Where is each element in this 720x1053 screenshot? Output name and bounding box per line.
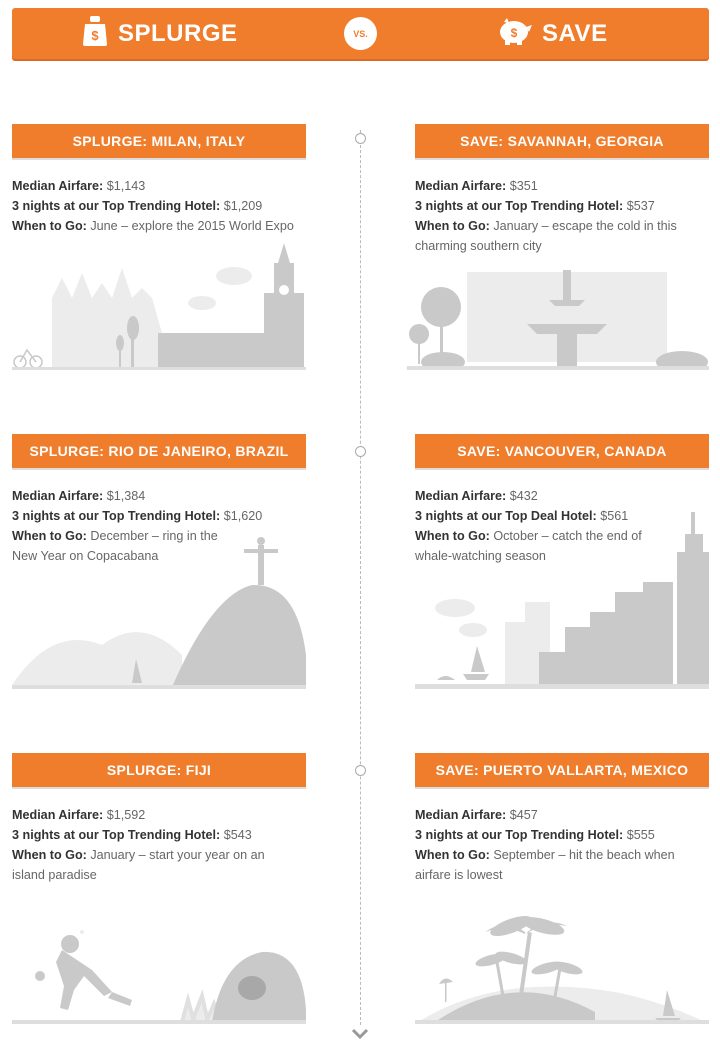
- card-details: [415, 176, 709, 256]
- splurge-header: [82, 8, 238, 59]
- card-title: SAVE: SAVANNAH, GEORGIA: [415, 124, 709, 158]
- when-value: January – start your year on an island paradise: [12, 848, 265, 882]
- airfare-label: Median Airfare:: [12, 179, 104, 193]
- when-label: When to Go:: [12, 219, 87, 233]
- hotel-value: $561: [600, 509, 629, 523]
- card-details: [12, 176, 306, 236]
- puerto-vallarta-scene-illustration: [415, 912, 709, 1024]
- card-title: SPLURGE: RIO DE JANEIRO, BRAZIL: [12, 434, 306, 468]
- airfare-label: Median Airfare:: [415, 489, 507, 503]
- airfare-value: $351: [509, 179, 538, 193]
- timeline-line: [360, 130, 361, 1025]
- airfare-value: $1,384: [106, 489, 146, 503]
- when-value: September – hit the beach when airfare is lowest: [415, 848, 675, 882]
- timeline-dot: [355, 446, 366, 457]
- airfare-label: Median Airfare:: [415, 808, 507, 822]
- save-title: SAVE: [542, 19, 608, 47]
- save-header: [498, 8, 608, 59]
- destination-card-puerto-vallarta: [415, 753, 709, 885]
- airfare-label: Median Airfare:: [12, 808, 104, 822]
- card-details: [12, 805, 272, 885]
- when-value: June – explore the 2015 World Expo: [90, 219, 294, 233]
- piggy-bank-icon: [498, 17, 532, 50]
- destination-card-savannah: [415, 124, 709, 256]
- rio-scene-illustration: [12, 535, 306, 689]
- splurge-title: SPLURGE: [118, 19, 238, 47]
- when-value: October – catch the end of whale-watching season: [415, 529, 642, 563]
- when-label: When to Go:: [415, 848, 490, 862]
- hotel-value: $1,620: [223, 509, 263, 523]
- airfare-value: $457: [509, 808, 538, 822]
- savannah-scene-illustration: [407, 262, 709, 370]
- airfare-label: Median Airfare:: [12, 489, 104, 503]
- airfare-value: $1,592: [106, 808, 146, 822]
- card-details: [415, 805, 705, 885]
- hotel-label: 3 nights at our Top Trending Hotel:: [12, 509, 221, 523]
- card-title: SAVE: PUERTO VALLARTA, MEXICO: [415, 753, 709, 787]
- svg-text:$: $: [510, 26, 518, 40]
- vs-badge: VS.: [344, 17, 377, 50]
- when-value: January – escape the cold in this charming southern city: [415, 219, 677, 253]
- vancouver-scene-illustration: [415, 512, 709, 689]
- airfare-label: Median Airfare:: [415, 179, 507, 193]
- timeline-dot: [355, 133, 366, 144]
- hotel-value: $555: [626, 828, 655, 842]
- when-value: December – ring in the New Year on Copacabana: [12, 529, 218, 563]
- hotel-label: 3 nights at our Top Deal Hotel:: [415, 509, 597, 523]
- airfare-value: $432: [509, 489, 538, 503]
- hotel-label: 3 nights at our Top Trending Hotel:: [415, 828, 624, 842]
- hotel-value: $537: [626, 199, 655, 213]
- timeline-dot: [355, 765, 366, 776]
- chevron-down-icon[interactable]: [351, 1028, 369, 1040]
- hotel-label: 3 nights at our Top Trending Hotel:: [12, 199, 221, 213]
- when-label: When to Go:: [415, 529, 490, 543]
- when-label: When to Go:: [12, 848, 87, 862]
- destination-card-fiji: [12, 753, 306, 885]
- card-title: SPLURGE: MILAN, ITALY: [12, 124, 306, 158]
- milan-scene-illustration: [12, 238, 306, 370]
- fiji-scene-illustration: [12, 930, 306, 1024]
- airfare-value: $1,143: [106, 179, 146, 193]
- svg-text:$: $: [91, 28, 99, 43]
- card-title: SAVE: VANCOUVER, CANADA: [415, 434, 709, 468]
- when-label: When to Go:: [12, 529, 87, 543]
- hotel-value: $1,209: [223, 199, 263, 213]
- destination-card-milan: [12, 124, 306, 236]
- hotel-label: 3 nights at our Top Trending Hotel:: [12, 828, 221, 842]
- header-banner: [12, 8, 709, 59]
- hotel-value: $543: [223, 828, 252, 842]
- hotel-label: 3 nights at our Top Trending Hotel:: [415, 199, 624, 213]
- money-bag-icon: [82, 16, 108, 51]
- when-label: When to Go:: [415, 219, 490, 233]
- card-title: SPLURGE: FIJI: [12, 753, 306, 787]
